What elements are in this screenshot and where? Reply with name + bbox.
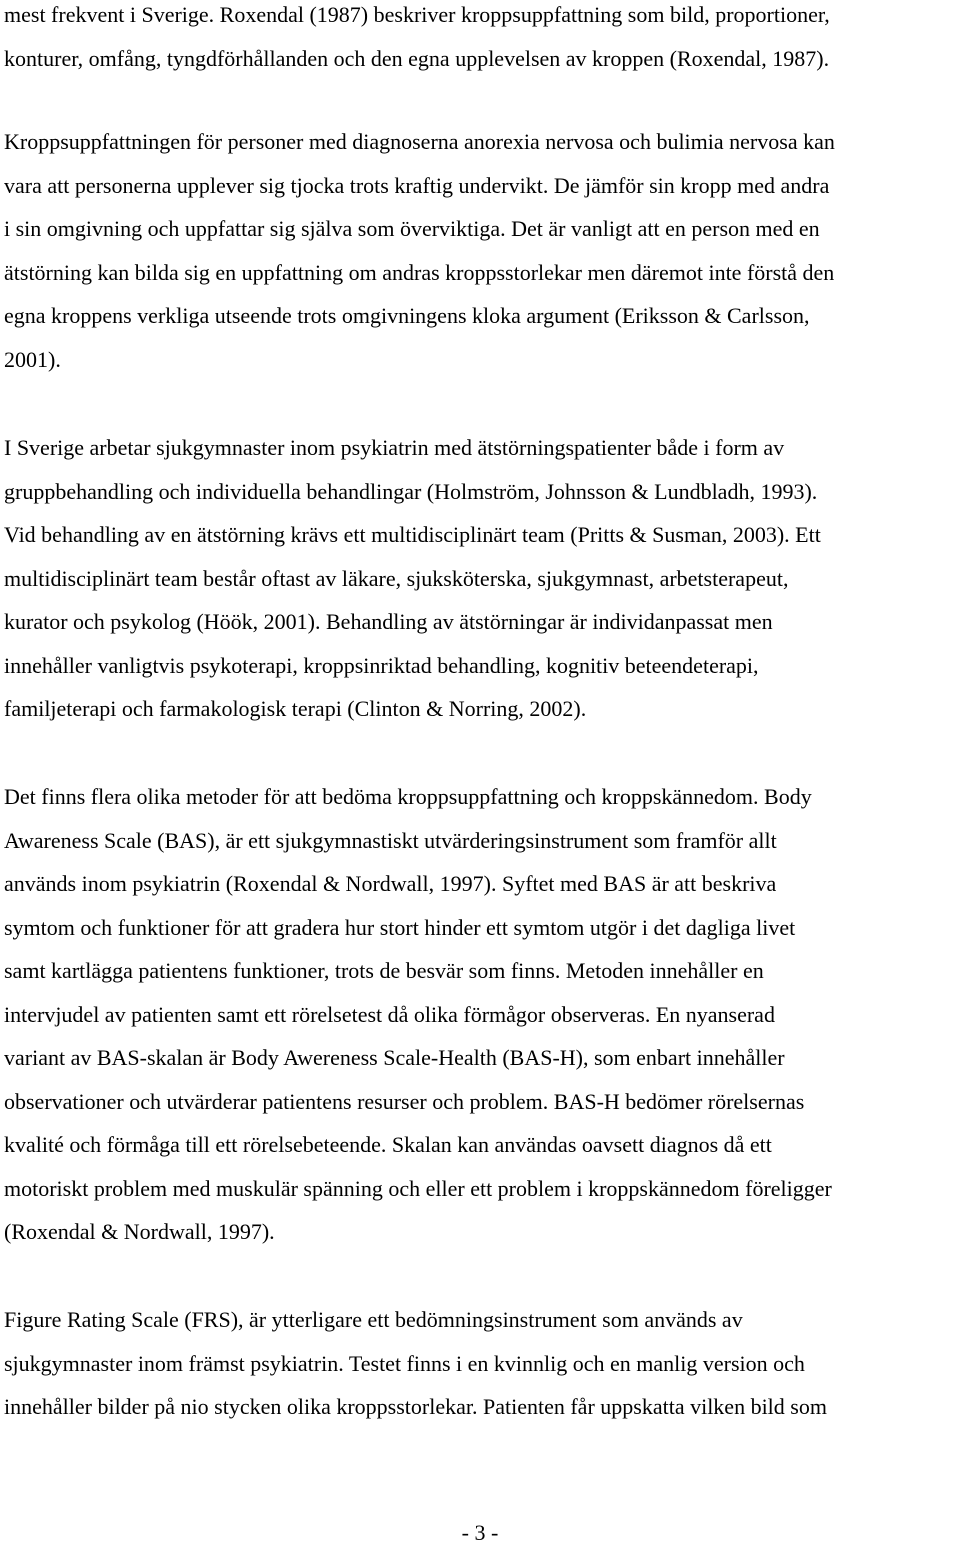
text-line: gruppbehandling och individuella behandlingar (Holmström, Johnsson & Lundbladh, 1993). [4, 478, 818, 504]
text-line: kvalité och förmåga till ett rörelsebeteende. Skalan kan användas oavsett diagnos då ett [4, 1132, 772, 1157]
text-line: konturer, omfång, tyngdförhållanden och den egna upplevelsen av kroppen (Roxendal, 1987). [4, 45, 830, 71]
text-line: 2001). [4, 346, 61, 372]
text-line: sjukgymnaster inom främst psykiatrin. Testet finns i en kvinnlig och en manlig version och [4, 1350, 805, 1376]
text-line: variant av BAS-skalan är Body Awereness Scale-Health (BAS-H), som enbart innehåller [4, 1045, 785, 1070]
text-line: motoriskt problem med muskulär spänning och eller ett problem i kroppskännedom föreligger [4, 1175, 832, 1201]
text-line: innehåller bilder på nio stycken olika kroppsstorlekar. Patienten får uppskatta vilken bild som [4, 1394, 827, 1419]
paragraph-figure-rating-scale [4, 1298, 960, 1429]
text-line: I Sverige arbetar sjukgymnaster inom psykiatrin med ätstörningspatienter både i form av [4, 435, 785, 460]
text-line: Vid behandling av en ätstörning krävs ett multidisciplinärt team (Pritts & Susman, 2003). Ett [4, 522, 821, 547]
paragraph-treatment-team [4, 426, 960, 731]
text-line: innehåller vanligtvis psykoterapi, kroppsinriktad behandling, kognitiv beteendeterapi, [4, 652, 759, 678]
text-line: (Roxendal & Nordwall, 1997). [4, 1219, 275, 1244]
text-line: observationer och utvärderar patientens resurser och problem. BAS-H bedömer rörelsernas [4, 1088, 805, 1114]
text-line: Kroppsuppfattningen för personer med diagnoserna anorexia nervosa och bulimia nervosa kan [4, 129, 835, 154]
text-line: egna kroppens verkliga utseende trots omgivningens kloka argument (Eriksson & Carlsson, [4, 303, 810, 328]
text-line: multidisciplinärt team består oftast av läkare, sjuksköterska, sjukgymnast, arbetsterapeut, [4, 565, 789, 591]
text-line: familjeterapi och farmakologisk terapi (Clinton & Norring, 2002). [4, 696, 587, 721]
text-line: ätstörning kan bilda sig en uppfattning om andras kroppsstorlekar men däremot inte förstå den [4, 259, 835, 285]
text-line: symtom och funktioner för att gradera hur stort hinder ett symtom utgör i det dagliga livet [4, 914, 796, 940]
text-line: mest frekvent i Sverige. Roxendal (1987) beskriver kroppsuppfattning som bild, proportioner, [4, 2, 830, 27]
text-line: används inom psykiatrin (Roxendal & Nordwall, 1997). Syftet med BAS är att beskriva [4, 871, 777, 896]
text-line: samt kartlägga patientens funktioner, trots de besvär som finns. Metoden innehåller en [4, 958, 764, 983]
text-line: intervjudel av patienten samt ett rörelsetest då olika förmågor observeras. En nyanserad [4, 1001, 775, 1027]
text-line: i sin omgivning och uppfattar sig själva som överviktiga. Det är vanligt att en person med en [4, 216, 820, 241]
text-line: Det finns flera olika metoder för att bedöma kroppsuppfattning och kroppskännedom. Body [4, 784, 812, 809]
text-line: kurator och psykolog (Höök, 2001). Behandling av ätstörningar är individanpassat men [4, 609, 773, 634]
page-number: - 3 - [461, 1520, 499, 1545]
text-line: Figure Rating Scale (FRS), är ytterligare ett bedömningsinstrument som används av [4, 1307, 743, 1332]
text-line: vara att personerna upplever sig tjocka trots kraftig undervikt. De jämför sin kropp med andra [4, 172, 830, 198]
paragraph-eating-disorder-body-perception [4, 120, 960, 381]
paragraph-bas-methods [4, 775, 960, 1254]
text-line: Awareness Scale (BAS), är ett sjukgymnastiskt utvärderingsinstrument som framför allt [4, 827, 777, 853]
paragraph-body-image [4, 0, 960, 80]
